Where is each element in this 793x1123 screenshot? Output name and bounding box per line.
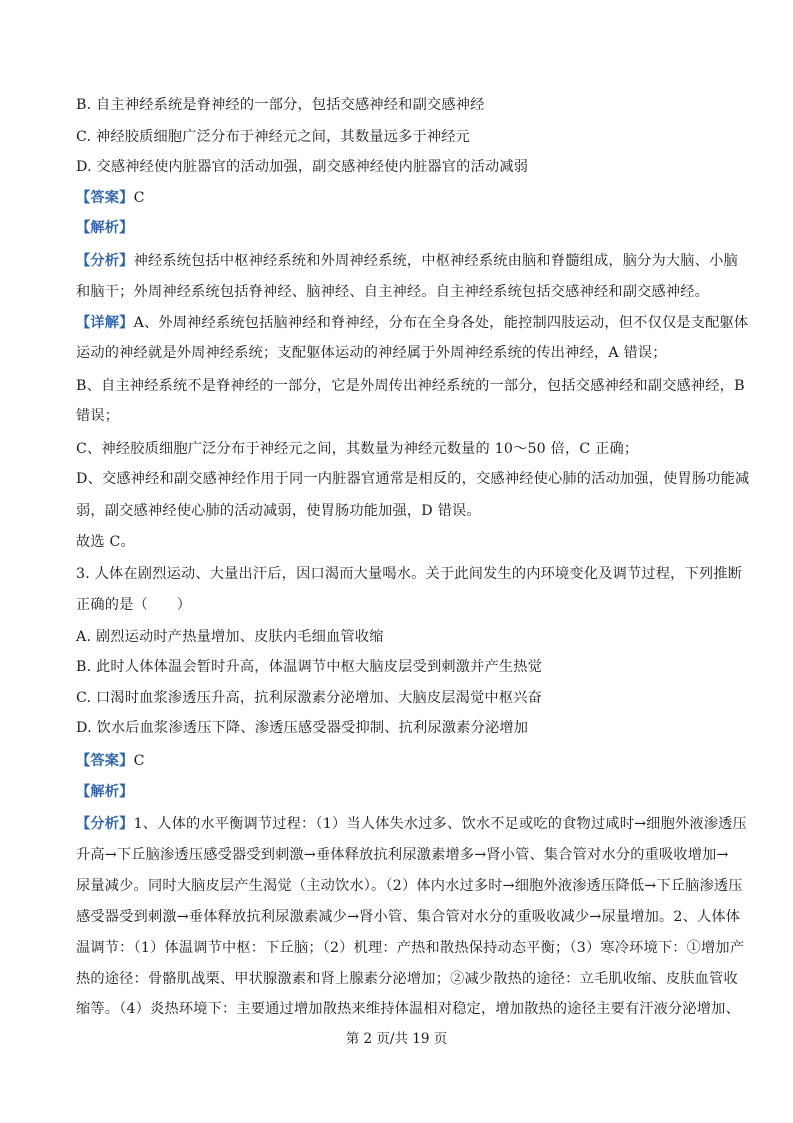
- line-text: 尿量减少。同时大脑皮层产生渴觉（主动饮水）。（2）体内水过多时→细胞外液渗透压降低→下丘脑渗透压: [76, 878, 743, 894]
- text-line: [76, 470, 749, 488]
- page-footer: 第 2 页/共 19 页: [345, 1031, 448, 1047]
- text-line: [76, 189, 145, 207]
- section-tag: 【分析】: [76, 816, 134, 832]
- section-tag: 【分析】: [76, 253, 134, 269]
- text-line: [76, 502, 481, 520]
- text-line: [76, 628, 384, 646]
- text-line: [76, 783, 134, 801]
- line-text: 热的途径：骨骼肌战栗、甲状腺激素和肾上腺素分泌增加；②减少散热的途径：立毛肌收缩、皮肤血管收: [76, 971, 738, 987]
- section-tag: 【详解】: [76, 315, 134, 331]
- line-text: B、自主神经系统不是脊神经的一部分，它是外周传出神经系统的一部分，包括交感神经和副交感神经，B: [76, 378, 745, 394]
- line-text: C. 口渴时血浆渗透压升高，抗利尿激素分泌增加、大脑皮层渴觉中枢兴奋: [76, 690, 542, 706]
- line-text: 错误；: [76, 408, 120, 424]
- line-text: D、交感神经和副交感神经作用于同一内脏器官通常是相反的，交感神经使心肺的活动加强，使胃肠功能减: [76, 471, 750, 487]
- line-text: 和脑干；外周神经系统包括脊神经、脑神经、自主神经。自主神经系统包括交感神经和副交感神经。: [76, 284, 710, 300]
- line-text: 运动的神经就是外周神经系统；支配躯体运动的神经属于外周神经系统的传出神经，A 错误；: [76, 345, 667, 361]
- line-text: C. 神经胶质细胞广泛分布于神经元之间，其数量远多于神经元: [76, 129, 471, 145]
- text-line: [76, 344, 667, 362]
- line-text: 正确的是（ ）: [76, 597, 192, 613]
- text-line: [76, 1000, 740, 1018]
- line-text: B. 自主神经系统是脊神经的一部分，包括交感神经和副交感神经: [76, 97, 485, 113]
- text-line: [76, 407, 119, 425]
- line-text: 温调节：（1）体温调节中枢：下丘脑；（2）机理：产热和散热保持动态平衡；（3）寒冷环境下：①增加产: [76, 940, 745, 956]
- section-tag: 【解析】: [76, 784, 134, 800]
- text-line: [76, 219, 134, 237]
- line-text: C: [133, 753, 145, 769]
- line-text: B. 此时人体体温会暂时升高，体温调节中枢大脑皮层受到刺激并产生热觉: [76, 659, 543, 675]
- section-tag: 【答案】: [76, 190, 134, 206]
- line-text: A、外周神经系统包括脑神经和脊神经，分布在全身各处，能控制四肢运动，但不仅仅是支配躯体: [133, 315, 749, 331]
- text-line: [76, 908, 740, 926]
- line-text: D. 交感神经使内脏器官的活动加强，副交感神经使内脏器官的活动减弱: [76, 159, 529, 175]
- text-line: [76, 815, 747, 833]
- text-line: [76, 596, 191, 614]
- text-line: [76, 377, 745, 395]
- line-text: D. 饮水后血浆渗透压下降、渗透压感受器受抑制、抗利尿激素分泌增加: [76, 720, 529, 736]
- line-text: C、神经胶质细胞广泛分布于神经元之间，其数量为神经元数量的 10～50 倍，C 正确；: [76, 441, 639, 457]
- line-text: 故选 C。: [76, 534, 135, 550]
- section-tag: 【解析】: [76, 220, 134, 236]
- line-text: 感受器受到刺激→垂体释放抗利尿激素减少→肾小管、集合管对水分的重吸收减少→尿量增加。2、人体体: [76, 909, 741, 925]
- text-line: [76, 158, 528, 176]
- text-line: [76, 846, 729, 864]
- line-text: 弱，副交感神经使心肺的活动减弱，使胃肠功能加强，D 错误。: [76, 503, 481, 519]
- line-text: 神经系统包括中枢神经系统和外周神经系统，中枢神经系统由脑和脊髓组成，脑分为大脑、小脑: [133, 253, 738, 269]
- line-text: 1、人体的水平衡调节过程：（1）当人体失水过多、饮水不足或吃的食物过咸时→细胞外液渗透压: [133, 816, 747, 832]
- line-text: 缩等。（4）炎热环境下：主要通过增加散热来维持体温相对稳定，增加散热的途径主要有汗液分泌增加、: [76, 1001, 740, 1017]
- section-tag: 【答案】: [76, 753, 134, 769]
- text-line: [76, 658, 542, 676]
- text-line: [76, 877, 743, 895]
- text-line: [76, 440, 638, 458]
- line-text: A. 剧烈运动时产热量增加、皮肤内毛细血管收缩: [76, 629, 384, 645]
- text-line: [76, 96, 485, 114]
- line-text: 升高→下丘脑渗透压感受器受到刺激→垂体释放抗利尿激素增多→肾小管、集合管对水分的重吸收增加→: [76, 847, 729, 863]
- text-line: [76, 939, 744, 957]
- text-line: [76, 128, 470, 146]
- line-text: C: [133, 190, 145, 206]
- line-text: 3. 人体在剧烈运动、大量出汗后，因口渴而大量喝水。关于此间发生的内环境变化及调节过程，下列推断: [76, 566, 743, 582]
- text-line: [76, 970, 738, 988]
- text-line: [76, 283, 709, 301]
- text-line: [76, 719, 528, 737]
- text-line: [76, 689, 542, 707]
- text-line: [76, 565, 742, 583]
- text-line: [76, 533, 135, 551]
- text-line: [76, 314, 748, 332]
- text-line: [76, 252, 738, 270]
- text-line: [76, 752, 145, 770]
